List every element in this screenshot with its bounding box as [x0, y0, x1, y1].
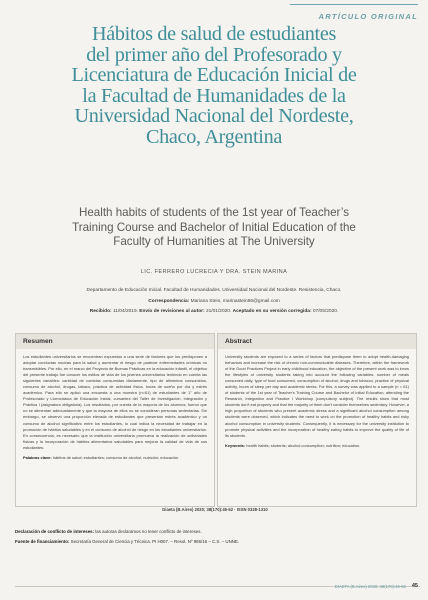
resumen-keywords	[16, 451, 214, 461]
received-label: Recibido:	[89, 309, 112, 314]
title-es-line: Chaco, Argentina	[145, 125, 283, 148]
title-es-line: la Facultad de Humanidades de la	[82, 84, 346, 107]
title-en-line: Training Course and Bachelor of Initial Education of the	[72, 220, 356, 234]
correspondence	[0, 299, 428, 304]
revised-date: 21/01/2020.	[205, 309, 232, 314]
abstract-text: University students are exposed to a series of factors that predispose them to adopt health-damaging behaviors and increase the risk of chronic non-communicable diseases. Therefore, within the framework of the Good Practices Project in early childhood education, the objective of the present work was to know the lifestyles of university students taking into account the following variables: number of meals consumed daily, type of food consumed, consumption of alcohol, drugs and tobacco, practice of physical activity, hours of sleep per day and academic stress. For this, a survey was applied to a sample (n = 61) of students of the 1st year of Teacher's Training Course and Bachelor of Initial Education, attending the Research, Integration and Practice I Workshop (compulsory subject). The results show that most students don't eat properly and that the majority of them don't consider themselves sedentary. However, a high proportion of students who present academic stress and a significant alcohol consumption among students were observed, which indicates the need to work on the promotion of healthy habits and risky alcohol consumption in university students. Consequently, it is necessary for the university institution to promote physical activities and the incorporation of healthy eating habits to improve the quality of life of its students.	[225, 354, 409, 438]
conflict-label: Declaración de conflicto de intereses:	[15, 529, 95, 534]
resumen-box	[15, 333, 215, 507]
conflict-value: las autoras declaramos no tener conflicto de intereses.	[95, 529, 202, 534]
affiliation: Departamento de Educación Inicial. Facultad de Humanidades. Universidad Nacional del Nordeste. Resistencia, Chaco.	[86, 288, 342, 293]
title-en-line: Faculty of Humanities at The University	[113, 235, 315, 248]
received-date: 11/04/2019.	[112, 309, 138, 314]
abstract-keywords-label: Keywords:	[225, 442, 246, 448]
doi-line: Diaeta (B.Aires) 2020; 38(170):45-52 · ISSN 0328-1310	[162, 507, 268, 512]
title-spanish	[18, 24, 410, 148]
abstract-keywords-value: health habits; students; alcohol consumption; nutrition; education.	[246, 442, 361, 448]
resumen-text: Los estudiantes universitarios se encuentran expuestos a una serie de factores que los predisponen a adoptar conductas nocivas para la salud y aumentar el riesgo de padecer enfermedades crónicas no transmisibles. Por ello, en el marco del Proyecto de Buenas Prácticas en la educación infantil, el objetivo del presente trabajo fue conocer los estilos de vida de los jóvenes universitarios teniendo en cuenta las siguientes variables: cantidad de comidas consumidas diariamente, tipo de alimentos consumidos, consumo de alcohol, drogas, tabaco, práctica de actividad física, horas de sueño por día y estrés académico. Para ello se aplicó una encuesta a una muestra (n=61) de estudiantes de 1° año de Profesorado y Licenciatura de Educación Inicial, cursantes del Taller de Investigación, Integración y Práctica I (asignatura obligatoria). Los resultados, por cuenta de la mayoría de los alumnos, fueron que no se alimentan adecuadamente y que la mayoría de ellos no se consideran personas sedentarias. Sin embargo, se observó una proporción elevada de estudiantes que presentan estrés académico y un consumo de alcohol significativo entre los estudiantes, lo cual indica la necesidad de trabajar en la promoción de hábitos saludables y en el consumo de alcohol de riesgo en los estudiantes universitarios. En consecuencia, es necesario que la institución universitaria promueva la realización de actividades físicas y la incorporación de hábitos alimentarios saludables para mejorar la calidad de vida de sus estudiantes.	[23, 354, 207, 450]
page-number: 45	[411, 583, 418, 589]
title-es-line: del primer año del Profesorado y	[86, 43, 342, 66]
abstract-box	[217, 333, 417, 507]
title-es-line: Licenciatura de Educación Inicial de	[71, 64, 357, 87]
funding-label: Fuente de financiamiento:	[15, 539, 70, 544]
section-label: ARTÍCULO ORIGINAL	[290, 4, 418, 27]
abstract-keywords	[218, 439, 416, 449]
title-es-line: Hábitos de salud de estudiantes	[91, 23, 337, 45]
title-es-line: Universidad Nacional del Nordeste,	[74, 105, 354, 128]
conflict-statement	[15, 527, 415, 537]
authors: LIC. FERRERO LUCRECIA Y DRA. STEIN MARINA	[140, 269, 288, 275]
resumen-keywords-label: Palabras clave:	[23, 454, 52, 460]
funding-statement	[15, 537, 415, 547]
title-english	[18, 206, 410, 250]
journal-reference: DIAETA (B.Aires) 2020; 38(170):45-52	[334, 583, 406, 589]
funding-value: Secretaría General de Ciencia y Técnica. PI H007. – Resol. Nº 986/16 – C.S. – UNNE.	[70, 539, 240, 544]
accepted-date: 07/05/2020.	[312, 309, 339, 314]
page-footer	[335, 583, 418, 589]
correspondence-label: Correspondencia:	[148, 299, 190, 304]
dates-line	[0, 309, 428, 314]
resumen-keywords-value: hábitos de salud; estudiantes; consumo de alcohol; nutrición; educación.	[52, 454, 180, 460]
title-en-line: Health habits of students of the 1st year of Teacher’s	[78, 206, 350, 219]
accepted-label: Aceptado en su versión corregida:	[232, 309, 312, 314]
correspondence-value: Mariana Stein, marinastein66@gmail.com	[190, 299, 280, 304]
footer-notes	[15, 527, 415, 547]
resumen-heading: Resumen	[16, 334, 214, 349]
abstract-heading: Abstract	[218, 334, 416, 349]
revised-label: Envío de revisiones al autor:	[139, 309, 205, 314]
